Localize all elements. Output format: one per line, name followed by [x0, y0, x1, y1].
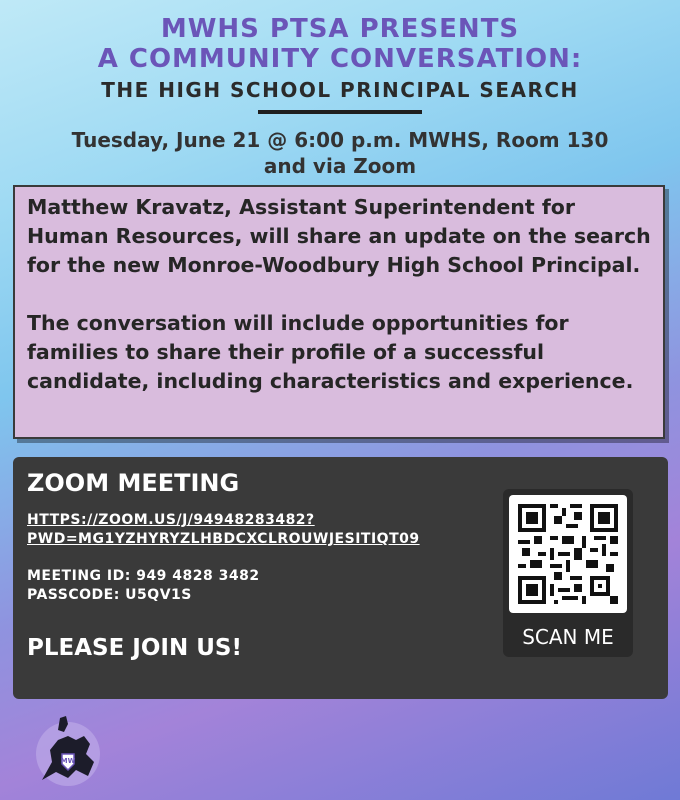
qr-card[interactable] — [503, 489, 633, 657]
headline-conversation: A COMMUNITY CONVERSATION: — [97, 44, 583, 74]
zoom-panel — [13, 457, 668, 699]
event-zoom-note: and via Zoom — [263, 154, 417, 178]
join-message: PLEASE JOIN US! — [27, 635, 242, 661]
event-when — [0, 127, 680, 179]
info-paragraph-2: The conversation will include opportunities for families to share their profile of a successful candidate, including characteristics and experience. — [27, 311, 634, 393]
scan-me-label: SCAN ME — [522, 625, 614, 649]
zoom-link[interactable] — [27, 511, 420, 549]
headline-presents: MWHS PTSA PRESENTS — [160, 14, 520, 44]
divider — [258, 110, 422, 114]
meeting-details — [27, 567, 260, 605]
logo-monogram: MW — [60, 757, 76, 765]
meeting-passcode: PASSCODE: U5QV1S — [27, 587, 192, 603]
school-logo — [28, 710, 108, 792]
zoom-link-line1[interactable]: HTTPS://ZOOM.US/J/94948283482? — [27, 512, 315, 528]
event-date-location: Tuesday, June 21 @ 6:00 p.m. MWHS, Room 130 — [71, 128, 609, 152]
qr-code-icon — [518, 504, 618, 604]
info-box — [13, 185, 665, 439]
headline-principal-search: THE HIGH SCHOOL PRINCIPAL SEARCH — [101, 78, 579, 102]
zoom-title: ZOOM MEETING — [27, 469, 240, 497]
zoom-link-line2[interactable]: PWD=MG1YZHYRYZLHBDCXCLROUWJESITIQT09 — [27, 531, 420, 547]
qr-code[interactable] — [509, 495, 627, 613]
meeting-id: MEETING ID: 949 4828 3482 — [27, 568, 260, 584]
info-paragraph-1: Matthew Kravatz, Assistant Superintendent for Human Resources, will share an update on the search for the new Monroe-Woodbury High School Principal. — [27, 195, 651, 277]
